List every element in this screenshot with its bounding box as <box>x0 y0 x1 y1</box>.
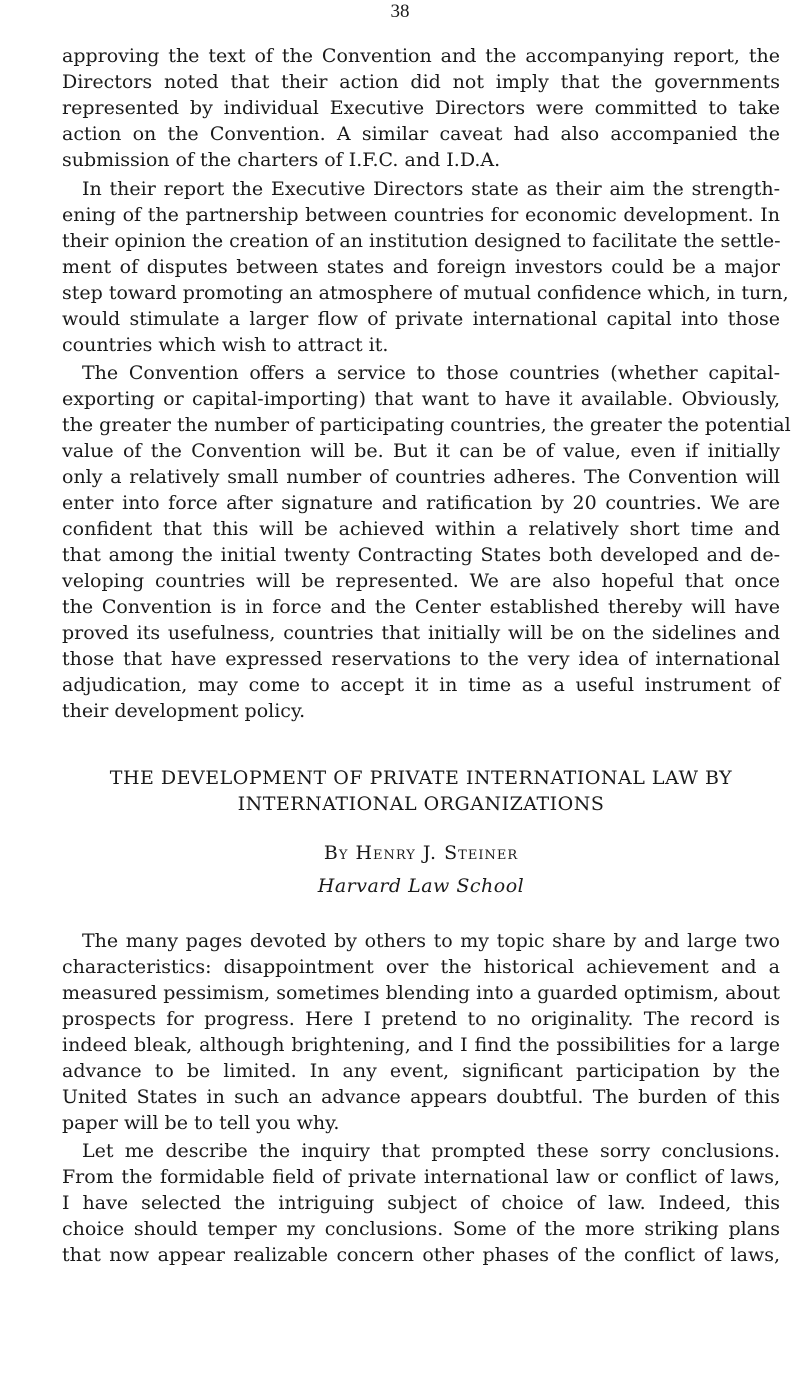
text-line: their development policy. <box>62 700 306 722</box>
text-line: ment of disputes between states and foreign investors could be a major <box>62 256 780 278</box>
text-line: that among the initial twenty Contracting States both developed and de- <box>62 544 780 566</box>
text-line: enter into force after signature and ratification by 20 countries. We are <box>62 492 780 514</box>
text-line: Let me describe the inquiry that prompted these sorry conclusions. <box>82 1140 780 1162</box>
text-line: the Convention is in force and the Center established thereby will have <box>62 596 780 618</box>
text-line: those that have expressed reservations to the very idea of international <box>62 648 780 670</box>
text-line: advance to be limited. In any event, significant participation by the <box>62 1060 780 1082</box>
text-line: ening of the partnership between countries for economic development. In <box>62 204 780 226</box>
text-line: approving the text of the Convention and the accompanying report, the <box>62 45 780 67</box>
text-line: In their report the Executive Directors state as their aim the strength- <box>82 178 780 200</box>
text-line: I have selected the intriguing subject of choice of law. Indeed, this <box>62 1192 780 1214</box>
text-line: confident that this will be achieved within a relatively short time and <box>62 518 780 540</box>
text-line: From the formidable field of private international law or conflict of laws, <box>62 1166 780 1188</box>
text-line: The Convention offers a service to those countries (whether capital- <box>82 362 780 384</box>
text-line: countries which wish to attract it. <box>62 334 389 356</box>
text-line: paper will be to tell you why. <box>62 1112 340 1134</box>
text-line: would stimulate a larger flow of private international capital into those <box>62 308 780 330</box>
article-title-line-1: THE DEVELOPMENT OF PRIVATE INTERNATIONAL LAW BY <box>109 767 733 789</box>
text-line: their opinion the creation of an institution designed to facilitate the settle- <box>62 230 781 252</box>
text-line: step toward promoting an atmosphere of mutual confidence which, in turn, <box>62 282 789 304</box>
text-line: represented by individual Executive Directors were committed to take <box>62 97 780 119</box>
text-line: veloping countries will be represented. We are also hopeful that once <box>62 570 780 592</box>
text-line: proved its usefulness, countries that initially will be on the sidelines and <box>62 622 780 644</box>
text-line: indeed bleak, although brightening, and I find the possibilities for a large <box>62 1034 780 1056</box>
text-line: that now appear realizable concern other phases of the conflict of laws, <box>62 1244 780 1266</box>
text-line: Directors noted that their action did not imply that the governments <box>62 71 780 93</box>
text-line: only a relatively small number of countries adheres. The Convention will <box>62 466 780 488</box>
text-line: United States in such an advance appears doubtful. The burden of this <box>62 1086 780 1108</box>
text-line: the greater the number of participating countries, the greater the potential <box>62 414 791 436</box>
text-line: prospects for progress. Here I pretend to no originality. The record is <box>62 1008 780 1030</box>
text-line: measured pessimism, sometimes blending into a guarded optimism, about <box>62 982 780 1004</box>
text-line: action on the Convention. A similar caveat had also accompanied the <box>62 123 780 145</box>
text-line: adjudication, may come to accept it in time as a useful instrument of <box>62 674 780 696</box>
article-title-line-2: INTERNATIONAL ORGANIZATIONS <box>237 793 605 815</box>
author-affiliation: Harvard Law School <box>317 875 525 897</box>
text-line: The many pages devoted by others to my topic share by and large two <box>82 930 780 952</box>
text-line: characteristics: disappointment over the historical achievement and a <box>62 956 780 978</box>
text-line: value of the Convention will be. But it can be of value, even if initially <box>62 440 780 462</box>
page-number: 38 <box>390 1 410 22</box>
text-line: choice should temper my conclusions. Some of the more striking plans <box>62 1218 780 1240</box>
author-byline: By Henry J. Steiner <box>323 842 519 864</box>
text-line: submission of the charters of I.F.C. and I.D.A. <box>62 149 501 171</box>
text-line: exporting or capital-importing) that want to have it available. Obviously, <box>62 388 780 410</box>
